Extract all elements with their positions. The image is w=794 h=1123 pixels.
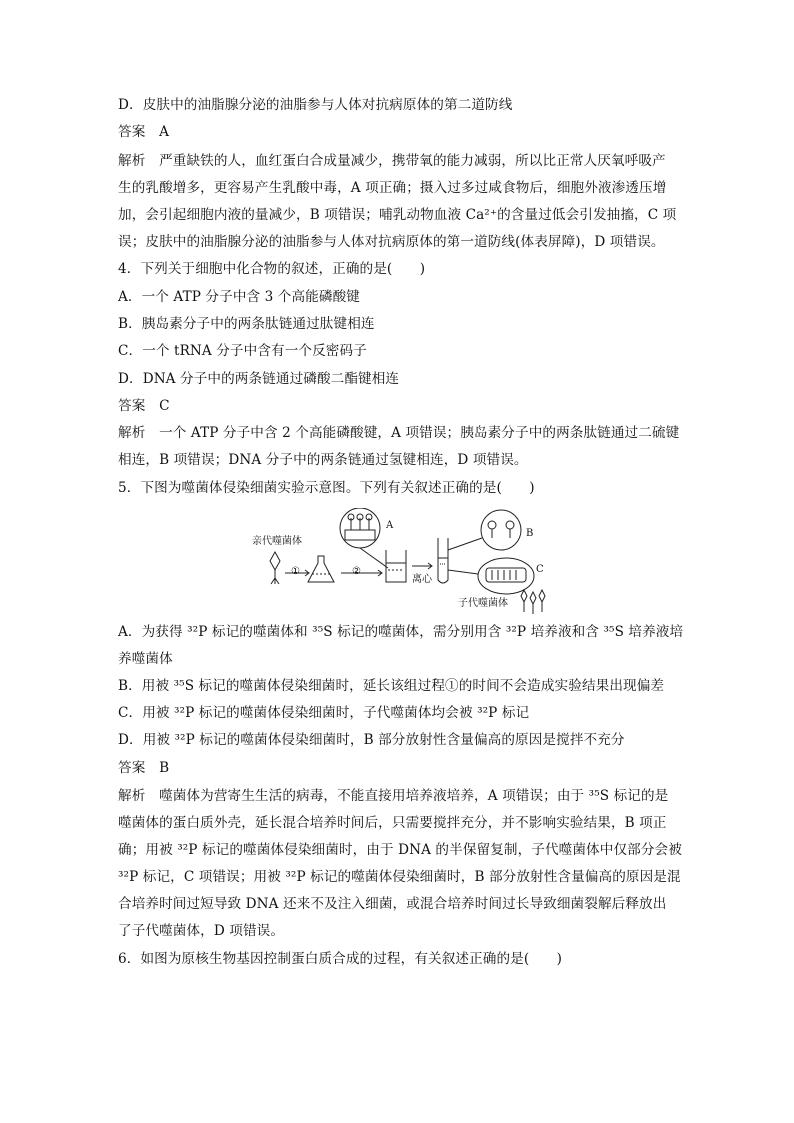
parent-phage-label: 亲代噬菌体 — [252, 536, 302, 547]
analysis-q5-line2: 噬菌体的蛋白质外壳，延长混合培养时间后，只需要搅拌充分，并不影响实验结果，B 项正 — [118, 815, 667, 831]
option-b-q5: B．用被 ³⁵S 标记的噬菌体侵染细菌时，延长该组过程①的时间不会造成实验结果出现偏差 — [118, 678, 665, 694]
option-d-q3: D．皮肤中的油脂腺分泌的油脂参与人体对抗病原体的第二道防线 — [118, 97, 513, 113]
analysis-q5-line1: 解析 噬菌体为营寄生生活的病毒，不能直接用培养液培养，A 项错误；由于 ³⁵S 标记的是 — [118, 788, 669, 804]
label-b: B — [526, 528, 534, 539]
option-c-q5: C．用被 ³²P 标记的噬菌体侵染细菌时，子代噬菌体均会被 ³²P 标记 — [118, 705, 530, 721]
label-a: A — [386, 520, 394, 531]
answer-q5: 答案 B — [118, 760, 170, 776]
step-2-label: ② — [352, 566, 361, 577]
analysis-q3-line3: 加，会引起细胞内液的量减少，B 项错误；哺乳动物血液 Ca²⁺的含量过低会引发抽搐，C 项 — [118, 207, 677, 223]
flask-icon — [308, 556, 334, 582]
option-a-q4: A．一个 ATP 分子中含 3 个高能磷酸键 — [118, 289, 360, 305]
sediment-circle — [448, 558, 534, 594]
analysis-q3-line2: 生的乳酸增多，更容易产生乳酸中毒，A 项正确；摄入过多过咸食物后，细胞外液渗透压增 — [118, 180, 667, 196]
analysis-q4-line2: 相连，B 项错误；DNA 分子中的两条链通过氢键相连，D 项错误。 — [118, 452, 528, 468]
option-b-q4: B．胰岛素分子中的两条肽链通过肽键相连 — [118, 316, 375, 332]
analysis-q5-line3: 确；用被 ³²P 标记的噬菌体侵染细菌时，由于 DNA 的半保留复制，子代噬菌体中仅部分会被 — [118, 842, 682, 858]
supernatant-circle — [448, 510, 521, 550]
analysis-q5-line4: ³²P 标记，C 项错误；用被 ³²P 标记的噬菌体侵染细菌时，B 部分放射性含量偏高的原因是混 — [118, 869, 681, 885]
analysis-q5-line6: 了子代噬菌体，D 项错误。 — [118, 923, 285, 939]
centrifuge-label: 离心 — [412, 574, 432, 585]
question-5: 5．下图为噬菌体侵染细菌实验示意图。下列有关叙述正确的是( ) — [118, 480, 535, 496]
option-d-q5: D．用被 ³²P 标记的噬菌体侵染细菌时，B 部分放射性含量偏高的原因是搅拌不充分 — [118, 732, 625, 748]
step-1-label: ① — [291, 566, 300, 577]
option-c-q4: C．一个 tRNA 分子中含有一个反密码子 — [118, 343, 367, 359]
option-a-q5-line1: A．为获得 ³²P 标记的噬菌体和 ³⁵S 标记的噬菌体，需分别用含 ³²P 培养液和含 ³⁵S 培养液培 — [118, 624, 684, 640]
test-tube-icon — [438, 538, 448, 583]
analysis-q4-line1: 解析 一个 ATP 分子中含 2 个高能磷酸键，A 项错误；胰岛素分子中的两条肽链通过二硫键 — [118, 425, 680, 441]
option-a-q5-line2: 养噬菌体 — [118, 651, 173, 667]
offspring-phage-label: 子代噬菌体 — [458, 598, 508, 609]
parent-phage-icon — [270, 552, 280, 584]
analysis-q3-line4: 误；皮肤中的油脂腺分泌的油脂参与人体对抗病原体的第一道防线(体表屏障)，D 项错误。 — [118, 234, 665, 250]
option-d-q4: D．DNA 分子中的两条链通过磷酸二酯键相连 — [118, 371, 400, 387]
offspring-phages-icon — [521, 590, 545, 614]
answer-q3: 答案 A — [118, 124, 169, 140]
analysis-q3-line1: 解析 严重缺铁的人，血红蛋白合成量减少，携带氧的能力减弱，所以比正常人厌氧呼吸产 — [118, 153, 666, 169]
label-c: C — [536, 564, 544, 575]
question-6: 6．如图为原核生物基因控制蛋白质合成的过程，有关叙述正确的是( ) — [118, 951, 563, 967]
beaker-icon — [386, 550, 406, 582]
answer-q4: 答案 C — [118, 398, 170, 414]
phage-experiment-figure — [248, 508, 558, 616]
analysis-q5-line5: 合培养时间过短导致 DNA 还来不及注入细菌，或混合培养时间过长导致细菌裂解后释放出 — [118, 896, 667, 912]
magnified-bacterium-circle — [340, 508, 388, 568]
figure-drawing — [248, 508, 558, 616]
question-4: 4．下列关于细胞中化合物的叙述，正确的是( ) — [118, 261, 426, 277]
